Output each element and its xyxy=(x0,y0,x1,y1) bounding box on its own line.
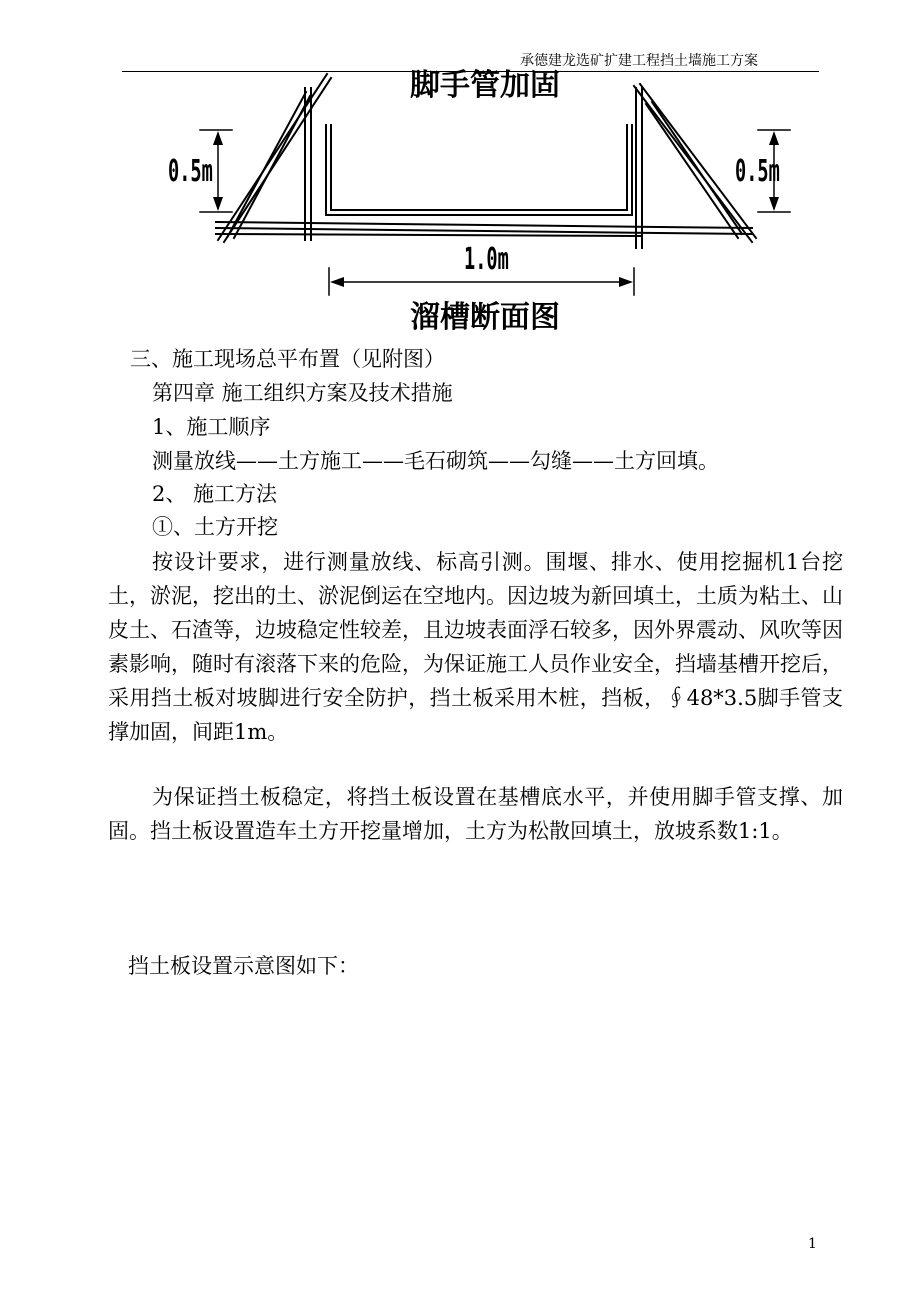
left-dim-arrow-up xyxy=(213,131,223,145)
right-dim-arrow-down xyxy=(769,197,779,211)
right-brace-2a xyxy=(646,104,738,238)
schematic-intro: 挡土板设置示意图如下： xyxy=(128,954,359,978)
left-brace-2a xyxy=(228,92,306,236)
width-dim-arrow-right xyxy=(619,277,633,287)
right-dimension-label: 0.5m xyxy=(735,154,780,189)
section-site-layout: 三、施工现场总平布置（见附图） xyxy=(130,347,445,371)
left-dim-arrow-down xyxy=(213,197,223,211)
left-dimension-label: 0.5m xyxy=(168,154,213,189)
diagram-caption: 溜槽断面图 xyxy=(410,300,560,335)
diagram-top-title: 脚手管加固 xyxy=(410,68,560,103)
left-brace-inner xyxy=(224,78,331,242)
subsection-sequence: 1、施工顺序 xyxy=(152,415,271,439)
subsection-method: 2、 施工方法 xyxy=(152,482,278,506)
base-pipe-a xyxy=(216,222,752,228)
subsection-excavation: ①、土方开挖 xyxy=(152,515,278,539)
right-brace-2b xyxy=(652,102,742,234)
width-dimension-label: 1.0m xyxy=(464,242,509,277)
base-pipe-c xyxy=(216,234,640,236)
page-header: 承德建龙选矿扩建工程挡土墙施工方案 xyxy=(520,53,758,69)
page-number: 1 xyxy=(808,1236,817,1252)
right-dim-arrow-up xyxy=(769,131,779,145)
paragraph-retaining-board: 为保证挡土板稳定，将挡土板设置在基槽底水平，并使用脚手管支撑、加固。挡土板设置造车土方开挖量增加，土方为松散回填土，放坡系数1:1。 xyxy=(108,785,843,843)
left-brace-2b xyxy=(234,96,310,238)
chapter-heading: 第四章 施工组织方案及技术措施 xyxy=(152,381,453,405)
sequence-text: 测量放线——土方施工——毛石砌筑——勾缝——土方回填。 xyxy=(152,449,719,473)
chute-section-diagram xyxy=(0,0,920,340)
width-dim-arrow-left xyxy=(330,277,344,287)
base-pipe-b xyxy=(216,228,752,234)
paragraph-excavation: 按设计要求，进行测量放线、标高引测。围堰、排水、使用挖掘机1台挖土，淤泥，挖出的土、淤泥倒运在空地内。因边坡为新回填土，土质为粘土、山皮土、石渣等，边坡稳定性较差，且边坡表面浮石较多，因外界震动、风吹等因素影响，随时有滚落下来的危险，为保证施工人员作业安全，挡墙基槽开挖后，采用挡土板对坡脚进行安全防护，挡土板采用木桩，挡板，∮48*3.5脚手管支撑加固，间距1m。 xyxy=(108,550,843,744)
